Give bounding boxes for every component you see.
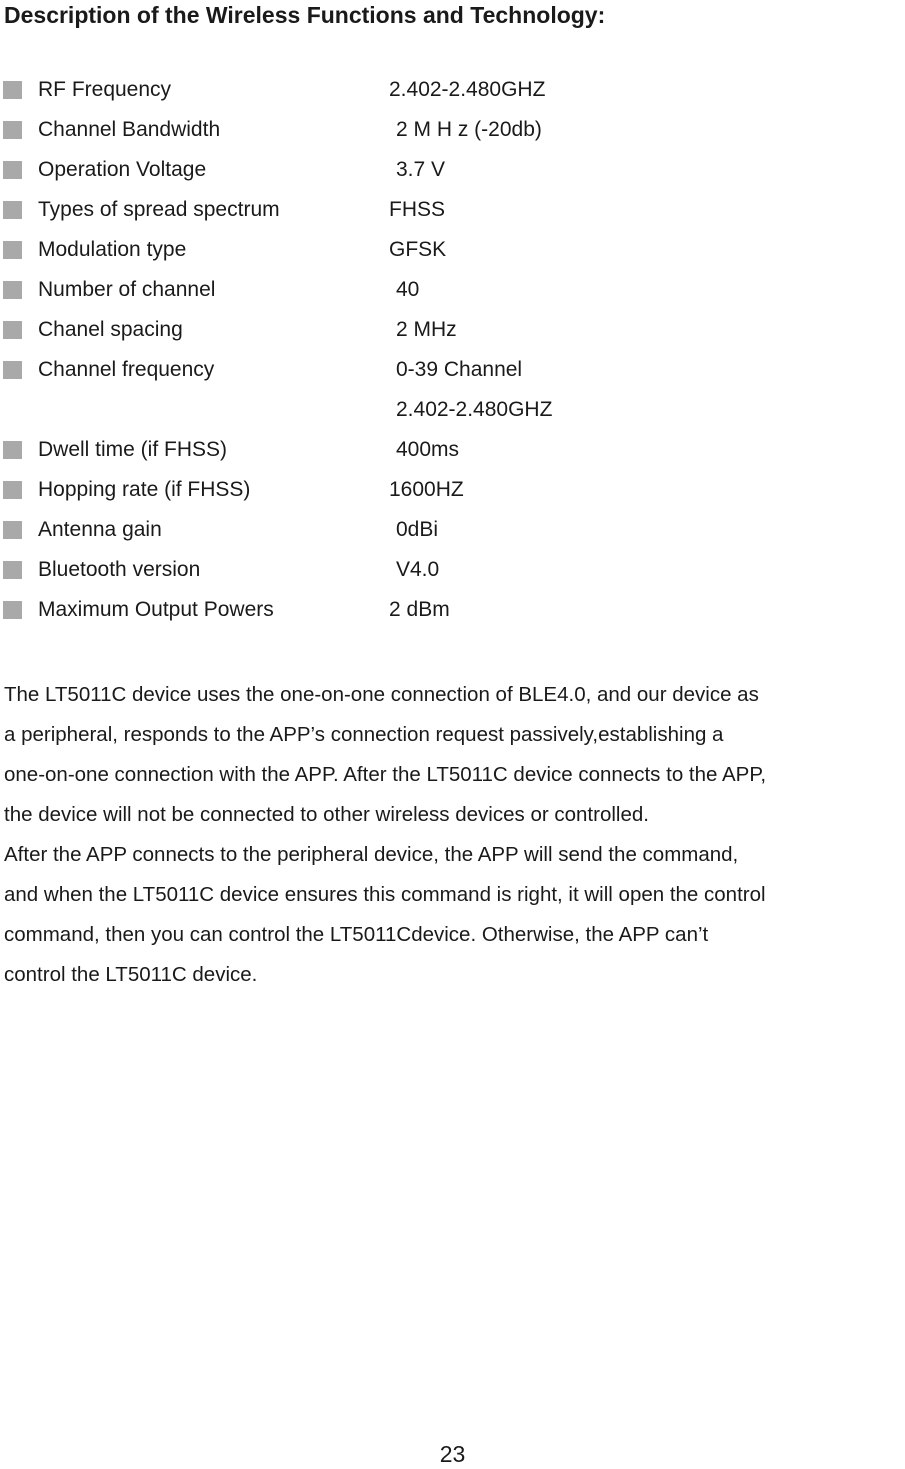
bullet-square-icon xyxy=(3,241,22,259)
spec-label: RF Frequency xyxy=(38,78,172,101)
spec-value: 40 xyxy=(396,278,420,301)
spec-value: 3.7 V xyxy=(396,158,446,181)
spec-label: Chanel spacing xyxy=(38,318,183,341)
spec-label: Number of channel xyxy=(38,278,216,301)
body-line: control the LT5011C device. xyxy=(4,963,258,986)
bullet-square-icon xyxy=(3,281,22,299)
spec-value: 1600HZ xyxy=(389,478,464,501)
spec-row-continuation xyxy=(0,390,905,430)
spec-value: 2 dBm xyxy=(389,598,450,621)
body-paragraph xyxy=(4,675,904,995)
spec-label: Modulation type xyxy=(38,238,187,261)
spec-label: Bluetooth version xyxy=(38,558,201,581)
body-line: a peripheral, responds to the APP’s connection request passively,establishing a xyxy=(4,723,724,746)
spec-label: Maximum Output Powers xyxy=(38,598,274,621)
spec-value: GFSK xyxy=(389,238,447,261)
spec-row xyxy=(0,110,905,150)
bullet-square-icon xyxy=(3,481,22,499)
spec-label: Types of spread spectrum xyxy=(38,198,280,221)
bullet-square-icon xyxy=(3,161,22,179)
spec-list xyxy=(0,70,905,630)
page-number: 23 xyxy=(439,1441,466,1467)
bullet-square-icon xyxy=(3,601,22,619)
spec-value: 0-39 Channel xyxy=(396,358,523,381)
spec-row xyxy=(0,270,905,310)
spec-label: Channel Bandwidth xyxy=(38,118,221,141)
spec-value: V4.0 xyxy=(396,558,440,581)
spec-row xyxy=(0,510,905,550)
body-line: The LT5011C device uses the one-on-one connection of BLE4.0, and our device as xyxy=(4,683,759,706)
spec-label: Antenna gain xyxy=(38,518,162,541)
spec-row xyxy=(0,70,905,110)
spec-row xyxy=(0,430,905,470)
spec-value: 0dBi xyxy=(396,518,439,541)
bullet-square-icon xyxy=(3,561,22,579)
spec-row xyxy=(0,590,905,630)
spec-label: Hopping rate (if FHSS) xyxy=(38,478,251,501)
body-line: the device will not be connected to other wireless devices or controlled. xyxy=(4,803,649,826)
spec-row xyxy=(0,310,905,350)
bullet-square-icon xyxy=(3,321,22,339)
spec-value: 2 MHz xyxy=(396,318,457,341)
spec-value: FHSS xyxy=(389,198,446,221)
page-title: Description of the Wireless Functions and Technology: xyxy=(4,2,606,28)
bullet-square-icon xyxy=(3,521,22,539)
body-line: After the APP connects to the peripheral device, the APP will send the command, xyxy=(4,843,739,866)
spec-row xyxy=(0,190,905,230)
spec-label: Channel frequency xyxy=(38,358,215,381)
spec-row xyxy=(0,230,905,270)
bullet-square-icon xyxy=(3,361,22,379)
spec-row xyxy=(0,550,905,590)
bullet-square-icon xyxy=(3,201,22,219)
spec-value: 2.402-2.480GHZ xyxy=(389,78,546,101)
bullet-square-icon xyxy=(3,441,22,459)
spec-value: 2.402-2.480GHZ xyxy=(396,398,553,421)
bullet-square-icon xyxy=(3,121,22,139)
spec-value: 2 M H z (-20db) xyxy=(396,118,542,141)
spec-row xyxy=(0,350,905,390)
spec-label: Operation Voltage xyxy=(38,158,207,181)
body-line: and when the LT5011C device ensures this command is right, it will open the control xyxy=(4,883,766,906)
spec-row xyxy=(0,470,905,510)
spec-label: Dwell time (if FHSS) xyxy=(38,438,228,461)
bullet-square-icon xyxy=(3,81,22,99)
body-line: command, then you can control the LT5011Cdevice. Otherwise, the APP can’t xyxy=(4,923,709,946)
spec-value: 400ms xyxy=(396,438,460,461)
spec-row xyxy=(0,150,905,190)
body-line: one-on-one connection with the APP. After the LT5011C device connects to the APP, xyxy=(4,763,767,786)
